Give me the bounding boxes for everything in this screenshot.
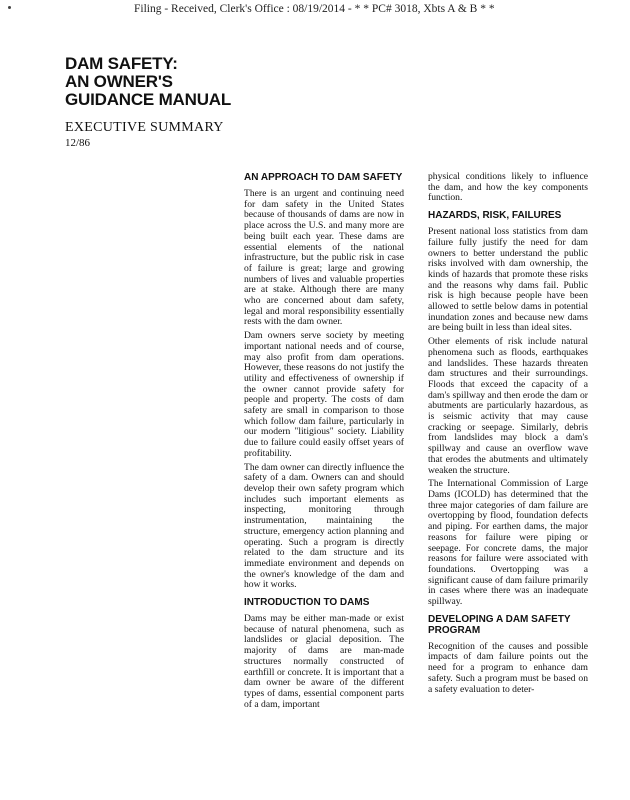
executive-summary-heading: EXECUTIVE SUMMARY: [65, 120, 224, 135]
scan-mark: [8, 6, 11, 9]
section-heading: AN APPROACH TO DAM SAFETY: [244, 172, 403, 183]
text-column-right: [428, 172, 588, 698]
document-date: 12/86: [65, 137, 91, 149]
document-title: [65, 55, 231, 109]
paragraph: Recognition of the causes and possible impacts of dam failure points out the need for a program to enhance dam safety. Such a program must be based on a safety evaluation to deter-: [428, 640, 588, 695]
title-line: DAM SAFETY:: [65, 54, 178, 73]
paragraph: Other elements of risk include natural phenomena such as floods, earthquakes and landslides. These hazards threaten dam structures and their surroundings. Floods that exceed the capacity of a dam's spillway and then erode the dam or abutments are particularly hazardous, as is seismic activity that may cause cracking or seepage. Similarly, debris from landslides may block a dam's spillway and cause an overflow wave that erodes the abutments and ultimately weaken the structure.: [428, 336, 588, 476]
title-line: AN OWNER'S: [65, 72, 173, 91]
paragraph: The International Commission of Large Dams (ICOLD) has determined that the three major categories of dam failure are overtopping by flood, foundation defects and piping. For earthen dams, the major reasons for failure were piping or seepage. For concrete dams, the major reasons for failure were associated with foundations. Overtopping was a significant cause of dam failure primarily in cases where there was an inadequate spillway.: [428, 478, 588, 608]
paragraph: Dams may be either man-made or exist because of natural phenomena, such as landslides or glacial deposition. The majority of dams are man-made structures normally constructed of earthfill or concrete. It is important that a dam owner be aware of the different types of dams, essential component parts of a dam, important: [244, 613, 404, 710]
title-line: GUIDANCE MANUAL: [65, 90, 232, 109]
section-heading: INTRODUCTION TO DAMS: [244, 597, 370, 609]
section-heading: DEVELOPING A DAM SAFETY PROGRAM: [428, 613, 571, 636]
paragraph: physical conditions likely to influence the dam, and how the key components function.: [428, 171, 588, 204]
paragraph: Present national loss statistics from dam failure fully justify the need for dam owners to better understand the public risks involved with dam ownership, the kinds of hazards that promote these risks and the reasons why dams fail. Public risk is high because people have been allowed to settle below dams in potential inundation zones and because new dams are being built in less than ideal sites.: [428, 226, 588, 334]
section-heading: HAZARDS, RISK, FAILURES: [428, 210, 562, 222]
text-column-left: [244, 172, 404, 710]
paragraph: The dam owner can directly influence the safety of a dam. Owners can and should develop their own safety program which includes such important elements as inspecting, monitoring through instrumentation, maintaining the structure, emergency action planning and operating. Such a program is directly related to the dam structure and its immediate environment and depends on the owner's knowledge of the dam and how it works.: [244, 461, 404, 591]
filing-stamp: Filing - Received, Clerk's Office : 08/19/2014 - * * PC# 3018, Xbts A & B * *: [134, 3, 495, 15]
paragraph: There is an urgent and continuing need for dam safety in the United States because of thousands of dams are now in place across the U.S. and many more are being built each year. These dams are essential elements of the national infrastructure, but the public risk in case of failure is great; large and growing numbers of lives and valuable properties are at stake. Although there are many who are concerned about dam safety, legal and moral responsibility essentially rests with the dam owner.: [244, 188, 404, 328]
paragraph: Dam owners serve society by meeting important national needs and of course, may also profit from dam operations. However, these reasons do not justify the utility and effectiveness of ownership if the owner cannot provide safety for people and property. The costs of dam safety are small in comparison to those which follow dam failure, particularly in our modern "litigious" society. Liability due to failure could easily offset years of profitability.: [244, 330, 404, 459]
